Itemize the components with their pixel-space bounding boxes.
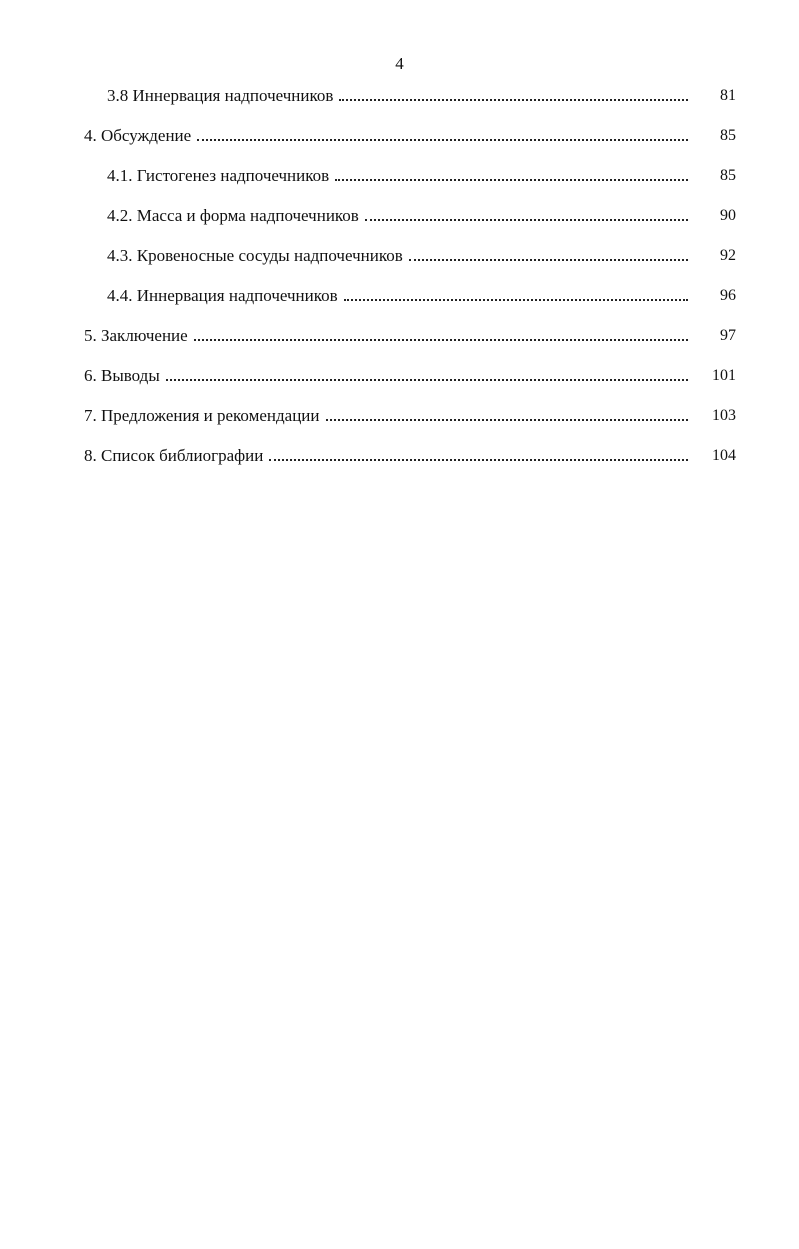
toc-entry-page: 103	[712, 407, 736, 424]
toc-entry-4-4[interactable]	[0, 286, 799, 326]
toc-entry-title: 6. Выводы	[84, 366, 166, 386]
dot-leader	[365, 219, 688, 221]
toc-entry-6[interactable]	[0, 366, 799, 406]
toc-entry-body	[107, 86, 688, 106]
toc-entry-title: 4.4. Иннервация надпочечников	[107, 286, 344, 306]
toc-entry-title: 5. Заключение	[84, 326, 194, 346]
toc-entry-page: 92	[720, 247, 736, 264]
dot-leader	[197, 139, 688, 141]
toc-entry-8[interactable]	[0, 446, 799, 486]
toc-entry-7[interactable]	[0, 406, 799, 446]
toc-entry-page: 90	[720, 207, 736, 224]
dot-leader	[344, 299, 688, 301]
toc-entry-title: 4.2. Масса и форма надпочечников	[107, 206, 365, 226]
toc-entry-body	[107, 286, 688, 306]
toc-entry-page: 104	[712, 447, 736, 464]
toc-entry-page: 96	[720, 287, 736, 304]
toc-entry-4-1[interactable]	[0, 166, 799, 206]
toc-entry-title: 4.1. Гистогенез надпочечников	[107, 166, 335, 186]
toc-entry-page: 85	[720, 167, 736, 184]
toc-entry-body	[84, 366, 688, 386]
toc-entry-body	[84, 326, 688, 346]
toc-entry-body	[107, 246, 688, 266]
toc-entry-body	[107, 166, 688, 186]
page-number: 4	[395, 54, 404, 73]
toc-entry-page: 97	[720, 327, 736, 344]
toc-entry-body	[84, 126, 688, 146]
toc-entry-body	[107, 206, 688, 226]
table-of-contents	[0, 86, 799, 486]
toc-entry-page: 85	[720, 127, 736, 144]
toc-entry-title: 4.3. Кровеносные сосуды надпочечников	[107, 246, 409, 266]
toc-entry-title: 3.8 Иннервация надпочечников	[107, 86, 339, 106]
toc-entry-4[interactable]	[0, 126, 799, 166]
toc-entry-4-2[interactable]	[0, 206, 799, 246]
toc-entry-title: 4. Обсуждение	[84, 126, 197, 146]
dot-leader	[335, 179, 688, 181]
toc-entry-page: 81	[720, 87, 736, 104]
toc-entry-title: 8. Список библиографии	[84, 446, 269, 466]
toc-entry-page: 101	[712, 367, 736, 384]
dot-leader	[339, 99, 688, 101]
dot-leader	[409, 259, 688, 261]
dot-leader	[166, 379, 688, 381]
toc-entry-5[interactable]	[0, 326, 799, 366]
dot-leader	[269, 459, 688, 461]
toc-entry-title: 7. Предложения и рекомендации	[84, 406, 326, 426]
toc-entry-body	[84, 406, 688, 426]
dot-leader	[194, 339, 688, 341]
toc-entry-3-8[interactable]	[0, 86, 799, 126]
dot-leader	[326, 419, 689, 421]
toc-entry-body	[84, 446, 688, 466]
toc-entry-4-3[interactable]	[0, 246, 799, 286]
